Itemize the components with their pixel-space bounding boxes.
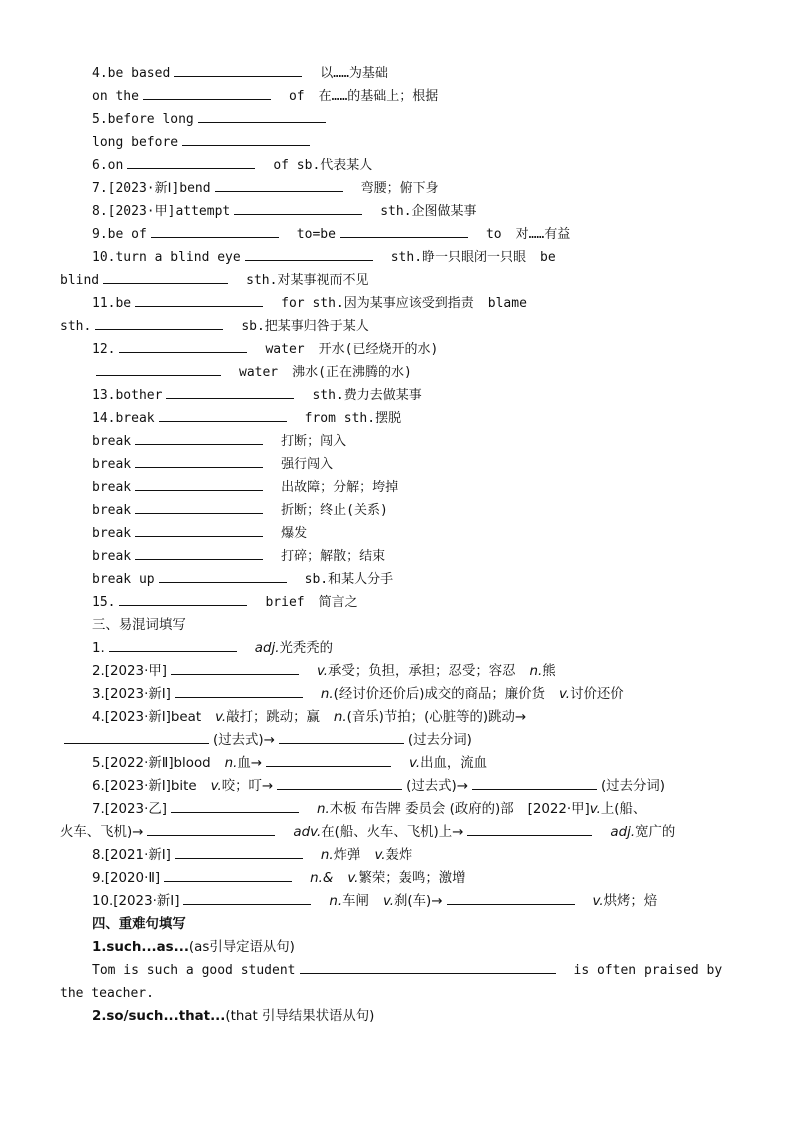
item-text: 10.turn a blind eye (92, 250, 241, 265)
item-text: 5.before long (92, 112, 194, 127)
s3-item-7b (60, 821, 740, 844)
item-meaning: 出故障；分解；垮掉 (281, 480, 399, 495)
part-of-speech: v. (592, 894, 604, 909)
item-num: 2.[2023·甲] (92, 664, 167, 679)
part-of-speech: n.& (310, 871, 334, 886)
pattern-note: (as引导定语从句) (188, 940, 295, 955)
item-meaning: (音乐)节拍；(心脏等的)跳动→ (346, 710, 527, 725)
blank[interactable] (143, 85, 271, 100)
item-meaning: sth.费力去做某事 (312, 388, 422, 403)
item-meaning: 打碎；解散；结束 (281, 549, 386, 564)
item-meaning: 弯腰；俯下身 (360, 181, 439, 196)
pattern-note: (that 引导结果状语从句) (225, 1009, 375, 1024)
item-14e-line (60, 522, 740, 545)
pattern-title: 1.such...as... (92, 940, 189, 955)
item-meaning: of sb.代表某人 (273, 158, 373, 173)
blank[interactable] (64, 729, 209, 744)
item-10-line (60, 246, 740, 269)
item-meaning: 宽广的 (635, 825, 676, 840)
s3-item-8 (60, 844, 740, 867)
blank[interactable] (183, 890, 311, 905)
blank[interactable] (159, 407, 287, 422)
item-meaning: 木板 布告牌 委员会 (政府的)部 (329, 802, 514, 817)
item-num: 8.[2021·新Ⅰ] (92, 848, 171, 863)
item-4b-line (60, 85, 740, 108)
blank[interactable] (175, 844, 303, 859)
item-text: break (92, 457, 132, 472)
item-text: 8.[2023·甲]attempt (92, 204, 231, 219)
item-text: to=be (296, 227, 336, 242)
item-text: water (265, 342, 305, 357)
part-of-speech: n. (320, 848, 334, 863)
s3-item-1 (60, 637, 740, 660)
item-8-line (60, 200, 740, 223)
s4-item-2 (60, 1005, 740, 1028)
blank[interactable] (245, 246, 373, 261)
s3-item-6 (60, 775, 740, 798)
blank[interactable] (182, 131, 310, 146)
blank[interactable] (279, 729, 404, 744)
item-meaning: 熊 (542, 664, 556, 679)
blank[interactable] (109, 637, 237, 652)
part-of-speech: n. (316, 802, 330, 817)
item-text: 15. (92, 595, 116, 610)
item-text: to (485, 227, 502, 242)
blank[interactable] (171, 660, 299, 675)
item-meaning: 上(船、 (600, 802, 647, 817)
example-text: is often praised by (573, 963, 723, 978)
blank[interactable] (447, 890, 575, 905)
item-meaning: 讨价还价 (570, 687, 624, 702)
part-of-speech: v. (409, 756, 421, 771)
item-text: (过去式)→ (406, 779, 468, 794)
blank[interactable] (472, 775, 597, 790)
item-meaning: 刹(车)→ (394, 894, 443, 909)
blank[interactable] (119, 591, 247, 606)
item-text: 14.break (92, 411, 155, 426)
part-of-speech: adv. (293, 825, 322, 840)
item-meaning: 承受；负担，承担；忍受；容忍 (328, 664, 516, 679)
item-text: 13.bother (92, 388, 163, 403)
item-13-line (60, 384, 740, 407)
blank[interactable] (215, 177, 343, 192)
part-of-speech: v. (210, 779, 222, 794)
item-text: break up (92, 572, 155, 587)
blank[interactable] (340, 223, 468, 238)
item-meaning: 折断；终止(关系) (281, 503, 388, 518)
item-text: sth. (60, 319, 92, 334)
item-text: on the (92, 89, 139, 104)
example-text: Tom is such a good student (92, 963, 296, 978)
item-text: long before (92, 135, 179, 150)
item-15-line (60, 591, 740, 614)
item-7-line (60, 177, 740, 200)
part-of-speech: v. (374, 848, 386, 863)
item-num: 7.[2023·乙] (92, 802, 167, 817)
blank[interactable] (234, 200, 362, 215)
s3-item-2 (60, 660, 740, 683)
item-6-line (60, 154, 740, 177)
blank[interactable] (127, 154, 255, 169)
blank[interactable] (135, 476, 263, 491)
blank[interactable] (103, 269, 228, 284)
blank[interactable] (95, 315, 223, 330)
s3-item-3 (60, 683, 740, 706)
item-num: 10.[2023·新Ⅰ] (92, 894, 180, 909)
item-5b-line (60, 131, 740, 154)
s3-item-9 (60, 867, 740, 890)
s3-item-7 (60, 798, 740, 821)
item-14d-line (60, 499, 740, 522)
item-11b-line (60, 315, 740, 338)
blank[interactable] (174, 62, 302, 77)
item-14a-line (60, 430, 740, 453)
item-text: (过去分词) (600, 779, 665, 794)
blank[interactable] (266, 752, 391, 767)
item-text: blind (60, 273, 100, 288)
part-of-speech: v. (347, 871, 359, 886)
item-meaning: 火车、飞机)→ (60, 825, 144, 840)
item-text: break (92, 434, 132, 449)
blank[interactable] (151, 223, 279, 238)
part-of-speech: n. (224, 756, 238, 771)
part-of-speech: adj. (610, 825, 636, 840)
item-meaning: 血→ (237, 756, 263, 771)
item-4-line (60, 62, 740, 85)
blank[interactable] (300, 959, 556, 974)
item-text: blame (487, 296, 527, 311)
blank[interactable] (175, 683, 303, 698)
item-meaning: 繁荣；轰鸣；激增 (358, 871, 466, 886)
blank[interactable] (277, 775, 402, 790)
item-meaning: 出血，流血 (420, 756, 488, 771)
pattern-title: 2.so/such...that... (92, 1009, 226, 1024)
item-meaning: 简言之 (318, 595, 358, 610)
item-12-line (60, 338, 740, 361)
item-meaning: sb.把某事归咎于某人 (241, 319, 369, 334)
item-num: 4.[2023·新Ⅰ]beat (92, 710, 202, 725)
item-num: 1. (92, 641, 105, 656)
item-meaning: sth.对某事视而不见 (246, 273, 369, 288)
item-meaning: 爆发 (281, 526, 308, 541)
example-text: the teacher. (60, 986, 154, 1001)
part-of-speech: v. (382, 894, 395, 909)
item-meaning: 烘烤；焙 (603, 894, 658, 909)
item-meaning: sth.睁一只眼闭一只眼 (390, 250, 527, 265)
blank[interactable] (96, 361, 221, 376)
item-meaning: 轰炸 (385, 848, 413, 863)
blank[interactable] (135, 499, 263, 514)
item-meaning: 开水(已经烧开的水) (318, 342, 439, 357)
item-text: 11.be (92, 296, 132, 311)
item-meaning: 炸弹 (333, 848, 361, 863)
item-9-line (60, 223, 740, 246)
blank[interactable] (135, 522, 263, 537)
blank[interactable] (135, 545, 263, 560)
item-text: (过去分词) (407, 733, 472, 748)
item-text: 9.be of (92, 227, 147, 242)
blank[interactable] (166, 384, 294, 399)
part-of-speech: n. (329, 894, 343, 909)
item-14b-line (60, 453, 740, 476)
s4-item-1 (60, 936, 740, 959)
item-text: break (92, 503, 132, 518)
blank[interactable] (198, 108, 326, 123)
part-of-speech: adj. (254, 641, 280, 656)
part-of-speech: v. (316, 664, 329, 679)
item-meaning: 咬；叮→ (221, 779, 274, 794)
item-text: water (239, 365, 279, 380)
blank[interactable] (135, 430, 263, 445)
s3-item-10 (60, 890, 740, 913)
item-text: break (92, 480, 132, 495)
s3-item-5 (60, 752, 740, 775)
part-of-speech: v. (215, 710, 227, 725)
part-of-speech: n. (529, 664, 543, 679)
part-of-speech: v. (558, 687, 571, 702)
item-11-line (60, 292, 740, 315)
item-10b-line (60, 269, 740, 292)
blank[interactable] (164, 867, 292, 882)
item-num: [2022·甲] (527, 802, 590, 817)
item-num: 5.[2022·新Ⅱ]blood (92, 756, 211, 771)
item-meaning: 光秃秃的 (279, 641, 334, 656)
item-num: 9.[2020·Ⅱ] (92, 871, 161, 886)
s3-item-4 (60, 706, 740, 729)
item-text: of (288, 89, 305, 104)
item-meaning: 敲打；跳动；赢 (226, 710, 320, 725)
item-14g-line (60, 568, 740, 591)
item-meaning: 在(船、火车、飞机)上→ (321, 825, 464, 840)
item-meaning: 以……为基础 (320, 66, 388, 81)
item-meaning: 打断；闯入 (281, 434, 347, 449)
worksheet-page (60, 62, 740, 1028)
item-num: 6.[2023·新Ⅰ]bite (92, 779, 197, 794)
item-text: (过去式)→ (213, 733, 275, 748)
item-meaning: (经讨价还价后)成交的商品；廉价货 (333, 687, 545, 702)
section-3-heading: 三、易混词填写 (92, 618, 186, 633)
blank[interactable] (147, 821, 275, 836)
item-14f-line (60, 545, 740, 568)
item-meaning: sb.和某人分手 (304, 572, 394, 587)
item-12b-line (60, 361, 740, 384)
blank[interactable] (135, 292, 263, 307)
blank[interactable] (135, 453, 263, 468)
blank[interactable] (119, 338, 247, 353)
item-5-line (60, 108, 740, 131)
item-meaning: 沸水(正在沸腾的水) (292, 365, 412, 380)
item-14c-line (60, 476, 740, 499)
blank[interactable] (171, 798, 299, 813)
item-num: 3.[2023·新Ⅰ] (92, 687, 171, 702)
item-text: 4.be based (92, 66, 171, 81)
part-of-speech: n. (320, 687, 334, 702)
s3-item-4b (60, 729, 740, 752)
item-text: be (540, 250, 556, 265)
item-text: break (92, 526, 132, 541)
part-of-speech: v. (589, 802, 601, 817)
section-4-heading: 四、重难句填写 (92, 917, 186, 932)
blank[interactable] (159, 568, 287, 583)
item-text: 6.on (92, 158, 124, 173)
item-meaning: sth.企图做某事 (380, 204, 477, 219)
item-meaning: for sth.因为某事应该受到指责 (281, 296, 474, 311)
item-meaning: 强行闯入 (281, 457, 334, 472)
item-text: break (92, 549, 132, 564)
item-text: 7.[2023·新Ⅰ]bend (92, 181, 211, 196)
item-14-line (60, 407, 740, 430)
item-text: brief (265, 595, 305, 610)
item-meaning: from sth.摆脱 (304, 411, 402, 426)
blank[interactable] (467, 821, 592, 836)
item-text: 12. (92, 342, 116, 357)
s4-example-1b (60, 982, 740, 1005)
item-meaning: 车闸 (342, 894, 369, 909)
part-of-speech: n. (333, 710, 347, 725)
item-meaning: 在……的基础上；根据 (318, 89, 439, 104)
s4-example-1 (60, 959, 740, 982)
item-meaning: 对……有益 (515, 227, 571, 242)
